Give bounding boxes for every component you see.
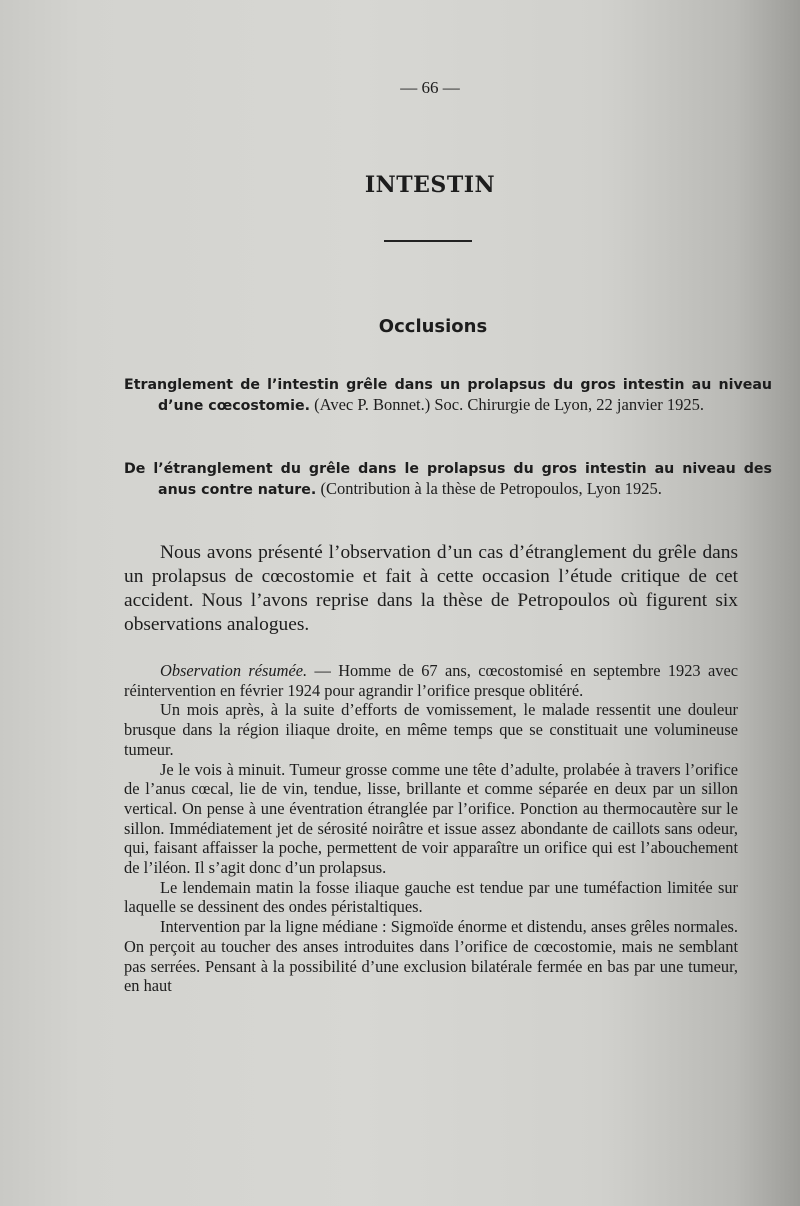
page-number: — 66 —: [400, 78, 460, 97]
observation-paragraph: Un mois après, à la suite d’efforts de vomissement, le malade ressentit une douleur brusque dans la région iliaque droite, en même temps que se constituait une volumineuse tumeur.: [124, 700, 738, 759]
section-title: INTESTIN: [364, 172, 496, 198]
observation-paragraph: Intervention par la ligne médiane : Sigmoïde énorme et distendu, anses grêles normales. On perçoit au toucher des anses introduites dans l’orifice de cœcostomie, mais ne semblant pas serrées. Pensant à la possibilité d’une exclusion bilatérale fermée en bas par une tumeur, en haut: [124, 917, 738, 996]
reference-entry: [124, 458, 772, 500]
observation-paragraph: [124, 661, 738, 700]
observation-intro-text: — Homme de 67 ans, cœcostomisé en septembre 1923 avec réintervention en février 1924 pour agrandir l’orifice presque oblitéré.: [124, 661, 738, 700]
title-divider: [384, 240, 472, 242]
reference-entry: [124, 374, 772, 416]
intro-paragraph: Nous avons présenté l’observation d’un cas d’étranglement du grêle dans un prolapsus de cœcostomie et fait à cette occasion l’étude critique de cet accident. Nous l’avons reprise dans la thèse de Petropoulos où figurent six observations analogues.: [124, 542, 738, 635]
reference-title: Etranglement de l’intestin grêle dans un prolapsus du gros intestin au niveau d’une cœcostomie.: [124, 377, 772, 414]
observation-lead: Observation résumée.: [160, 661, 308, 680]
reference-details: (Avec P. Bonnet.) Soc. Chirurgie de Lyon, 22 janvier 1925.: [314, 395, 704, 414]
reference-details: (Contribution à la thèse de Petropoulos, Lyon 1925.: [320, 479, 662, 498]
observation-section: [124, 661, 738, 996]
reference-title: De l’étranglement du grêle dans le prolapsus du gros intestin au niveau des anus contre nature.: [124, 461, 772, 498]
observation-paragraph: Je le vois à minuit. Tumeur grosse comme une tête d’adulte, prolabée à travers l’orifice de l’anus cœcal, lie de vin, tendue, lisse, brillante et comme séparée en deux par un sillon vertical. On pense à une éventration étranglée par l’orifice. Ponction au thermocautère sur le sillon. Immédiatement jet de sérosité noirâtre et issue assez abondante de caillots sans odeur, qui, faisant affaisser la poche, permettent de voir apparaître un orifice qui est l’abouchement de l’iléon. Il s’agit donc d’un prolapsus.: [124, 759, 738, 878]
observation-paragraph: Le lendemain matin la fosse iliaque gauche est tendue par une tuméfaction limitée sur laquelle se dessinent des ondes péristaltiques.: [124, 877, 738, 917]
subsection-title: Occlusions: [378, 316, 488, 337]
